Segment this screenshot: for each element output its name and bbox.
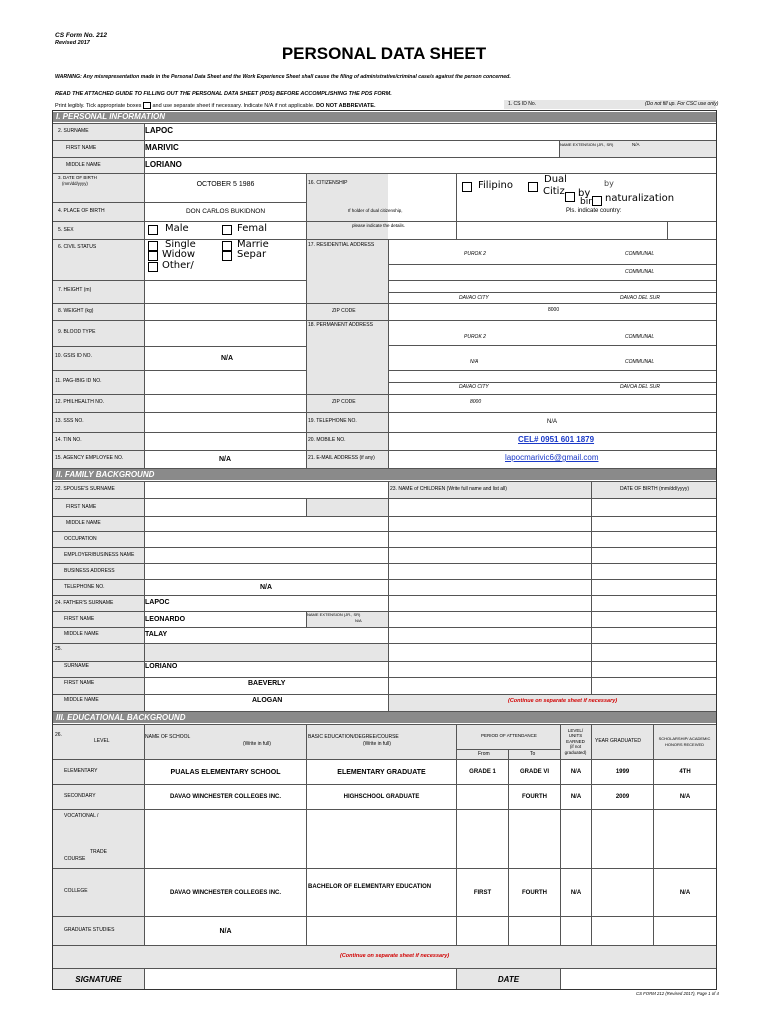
father-first-value[interactable]: LEONARDO [145,616,186,623]
telephone-label-family: TELEPHONE NO. [64,584,105,590]
dual-option-label: Dual [544,174,567,185]
permanent-address-label: 18. PERMANENT ADDRESS [308,322,373,328]
name-extension-value[interactable]: N/A [632,142,640,147]
edu-honors-secondary[interactable]: N/A [679,794,691,800]
year-graduated-header: YEAR GRADUATED [595,738,642,744]
spouse-surname-label: 22. SPOUSE'S SURNAME [55,486,115,492]
perm-communal-1[interactable]: COMMUNAL [625,334,655,340]
edu-level-secondary: SECONDARY [64,793,96,799]
telephone-value[interactable]: N/A [547,419,558,425]
section-personal-info: I. PERSONAL INFORMATION [53,112,716,122]
print-legibly-text: Print legibly. Tick appropriate boxes and use separate sheet if necessary. Indicate N/A if not applicable. DO NOT ABBREVIATE. [55,102,376,109]
father-middle-label: MIDDLE NAME [64,631,99,637]
sample-checkbox-icon [143,102,151,109]
philhealth-label: 12. PHILHEALTH NO. [55,399,105,405]
email-label: 21. E-MAIL ADDRESS (if any) [308,455,375,461]
read-guide-text: READ THE ATTACHED GUIDE TO FILLING OUT THE PERSONAL DATA SHEET (PDS) BEFORE ACCOMPLISHING THE PDS FORM. [55,91,392,97]
edu-level-vocational-course: COURSE [64,856,86,862]
page-footer: CS FORM 212 (Revised 2017), Page 1 of 4 [636,991,719,996]
dual-citizenship-checkbox[interactable] [528,182,538,192]
civil-status-options [145,240,306,273]
civil-married-label: Marrie [237,240,269,250]
signature-field[interactable] [145,969,456,989]
residential-address-label: 17. RESIDENTIAL ADDRESS [308,242,375,248]
mobile-value[interactable]: CEL# 0951 601 1879 [518,435,595,444]
edu-school-college[interactable]: DAVAO WINCHESTER COLLEGES INC. [169,889,282,896]
mother-header-shade [53,643,388,661]
by-label-2: by [604,179,614,188]
edu-to-secondary[interactable]: FOURTH [522,794,547,800]
employer-label: EMPLOYER/BUSINESS NAME [64,552,135,558]
edu-school-header: NAME OF SCHOOL [145,734,191,740]
occupation-label: OCCUPATION [64,536,97,542]
height-label: 7. HEIGHT (m) [58,287,92,293]
sex-male-checkbox[interactable] [148,225,158,235]
naturalization-label: naturalization [605,193,675,204]
dob-format: (mm/dd/yyyy) [62,181,88,186]
surname-label: 2. SURNAME [58,128,89,134]
by-birth-label: by [578,188,591,199]
sex-label: 5. SEX [58,227,74,233]
edu-course-elementary[interactable]: ELEMENTARY GRADUATE [337,768,426,776]
edu-to-elementary[interactable]: GRADE VI [519,769,549,775]
email-value[interactable]: lapocmarivic6@gmail.com [505,453,599,462]
form-number: CS Form No. 212 [55,32,108,39]
edu-year-secondary[interactable]: 2009 [615,794,630,800]
perm-na[interactable]: N/A [470,359,479,365]
honors-header: SCHOLARSHIP/ ACADEMIC HONORS RECEIVED [658,736,711,747]
sex-female-label: Femal [237,223,268,234]
father-surname-value[interactable]: LAPOC [145,599,170,606]
spouse-telephone-value[interactable]: N/A [260,584,273,591]
mother-middle-value[interactable]: ALOGAN [252,697,283,704]
edu-level-vocational-trade: TRADE [90,849,107,855]
date-field[interactable] [561,969,716,989]
edu-honors-elementary[interactable]: 4TH [679,769,691,775]
units-header: LEVEL/ UNITS EARNED (if not graduated) [564,727,587,755]
edu-school-elementary[interactable]: PUALAS ELEMENTARY SCHOOL [170,768,281,776]
mother-middle-label: MIDDLE NAME [64,697,99,703]
edu-level-graduate: GRADUATE STUDIES [64,927,115,933]
pob-label: 4. PLACE OF BIRTH [58,208,105,214]
civil-other-checkbox[interactable] [148,262,158,272]
mother-surname-label: SURNAME [64,663,90,669]
citizenship-option-label: Citiz [543,186,565,197]
period-to-header: To [530,751,536,757]
edu-course-header: BASIC EDUCATION/DEGREE/COURSE [308,734,399,740]
filipino-option-label: Filipino [478,180,513,191]
gsis-label: 10. GSIS ID NO. [55,353,92,359]
first-name-label: FIRST NAME [66,145,97,151]
dual-note-2: please indicate the details. [352,223,406,228]
father-first-label: FIRST NAME [64,616,95,622]
edu-units-college[interactable]: N/A [570,889,582,896]
tin-label: 14. TIN NO. [55,437,82,443]
perm-zip-label: ZIP CODE [332,399,356,405]
civil-single-label: Single [165,240,196,250]
edu-level-elementary: ELEMENTARY [64,768,98,774]
mother-surname-value[interactable]: LORIANO [145,663,178,670]
citizenship-label: 16. CITIZENSHIP [308,180,348,186]
spouse-first-label: FIRST NAME [66,504,97,510]
edu-year-elementary[interactable]: 1999 [615,769,630,775]
form-revision: Revised 2017 [55,40,90,46]
middle-name-value[interactable]: LORIANO [145,160,182,169]
cs-id-note: (Do not fill up. For CSC use only) [645,101,719,107]
civil-separated-label: Separ [237,249,267,260]
edu-school-header-note: (Write in full) [243,741,271,747]
res-purok[interactable]: PUROK 2 [464,251,486,257]
edu-to-college[interactable]: FOURTH [522,889,547,896]
edu-course-header-note: (Write in full) [363,741,391,747]
sex-female-checkbox[interactable] [222,225,232,235]
weight-label: 8. WEIGHT (kg) [58,308,94,314]
father-surname-label: 24. FATHER'S SURNAME [55,600,114,606]
civil-separated-checkbox[interactable] [222,251,232,261]
civil-widowed-label: Widow [162,249,196,260]
res-communal-1[interactable]: COMMUNAL [625,251,655,257]
section-family-background: II. FAMILY BACKGROUND [53,469,716,480]
edu-course-college[interactable]: BACHELOR OF ELEMENTARY EDUCATION [308,884,432,890]
res-communal-2[interactable]: COMMUNAL [625,269,655,275]
telephone-label: 19. TELEPHONE NO. [308,418,357,424]
civil-other-label: Other/ [162,260,194,271]
edu-level-college: COLLEGE [64,888,88,894]
res-zip-label: ZIP CODE [332,308,356,314]
sss-label: 13. SSS NO. [55,418,84,424]
edu-course-secondary[interactable]: HIGHSCHOOL GRADUATE [343,794,420,800]
surname-value[interactable]: LAPOC [145,126,173,135]
family-continue-note: (Continue on separate sheet if necessary) [508,698,618,704]
business-address-label: BUSINESS ADDRESS [64,568,115,574]
edu-level-vocational: VOCATIONAL / [64,813,99,819]
father-ext-value[interactable]: N/A [355,618,362,623]
edu-level-header: LEVEL [94,738,110,744]
by-birth-checkbox[interactable] [565,192,575,202]
perm-communal-2[interactable]: COMMUNAL [625,359,655,365]
section-educational-background: III. EDUCATIONAL BACKGROUND [53,712,716,723]
date-label: DATE [497,974,520,984]
father-middle-value[interactable]: TALAY [145,631,168,638]
edu-units-secondary[interactable]: N/A [570,794,582,800]
name-extension-label: NAME EXTENSION (JR., SR) [560,142,614,147]
civil-widowed-checkbox[interactable] [148,251,158,261]
edu-units-elementary[interactable]: N/A [570,769,582,775]
period-from-header: From [478,751,490,757]
mobile-label: 20. MOBILE NO. [308,437,346,443]
spouse-ext-shade [306,498,388,516]
page-title: PERSONAL DATA SHEET [281,44,487,63]
agency-employee-value[interactable]: N/A [219,456,232,463]
cs-id-label: 1. CS ID No. [508,101,537,107]
by-naturalization-checkbox[interactable] [592,196,602,206]
pob-value[interactable]: DON CARLOS BUKIDNON [185,208,266,215]
perm-purok[interactable]: PUROK 2 [464,334,486,340]
perm-zip-value[interactable]: 8000 [470,399,482,405]
edu-from-secondary[interactable] [457,785,508,809]
pagibig-label: 11. PAG-IBIG ID NO. [55,378,102,384]
res-province[interactable]: DAVAO DEL SUR [620,295,660,301]
children-dob-header: DATE OF BIRTH (mm/dd/yyyy) [620,486,689,492]
perm-province[interactable]: DAVOA DEL SUR [620,384,661,390]
gsis-value[interactable]: N/A [221,355,234,362]
children-header: 23. NAME of CHILDREN (Write full name and list all) [390,486,507,492]
res-zip-value[interactable]: 8000 [548,307,560,313]
warning-text: WARNING: Any misrepresentation made in the Personal Data Sheet and the Work Experience Sheet shall cause the filing of administrative/criminal case/s against the person concerned. [55,74,511,80]
civil-status-label: 6. CIVIL STATUS [58,244,97,250]
father-ext-label: NAME EXTENSION (JR., SR) [307,612,361,617]
sex-male-label: Male [165,223,189,234]
edu-from-elementary[interactable]: GRADE 1 [469,769,496,775]
first-name-value[interactable]: MARIVIC [145,143,179,152]
country-note: Pls. indicate country: [566,208,622,214]
agency-employee-label: 15. AGENCY EMPLOYEE NO. [55,455,124,461]
edu-continue-note: (Continue on separate sheet if necessary) [340,953,450,959]
dob-label: 3. DATE OF BIRTH [58,175,97,180]
perm-city[interactable]: DAVAO CITY [459,384,489,390]
filipino-checkbox[interactable] [462,182,472,192]
mother-number: 25. [55,646,62,652]
mother-first-label: FIRST NAME [64,680,95,686]
dual-note-1: If holder of dual citizenship, [348,208,403,213]
spouse-middle-label: MIDDLE NAME [66,520,101,526]
period-header: PERIOD OF ATTENDANCE [481,733,537,738]
edu-from-college[interactable]: FIRST [473,889,492,896]
edu-honors-college[interactable]: N/A [679,889,691,896]
birth-label: bir [580,197,592,207]
edu-number: 26. [55,732,62,738]
edu-school-secondary[interactable]: DAVAO WINCHESTER COLLEGES INC. [169,794,282,800]
middle-name-label: MIDDLE NAME [66,162,101,168]
civil-single-checkbox[interactable] [148,241,158,251]
dob-value[interactable]: OCTOBER 5 1986 [196,180,255,188]
mother-first-value[interactable]: BAEVERLY [248,680,286,687]
signature-label: SIGNATURE [75,974,122,984]
res-city[interactable]: DAVAO CITY [459,295,489,301]
civil-married-checkbox[interactable] [222,241,232,251]
blood-type-label: 9. BLOOD TYPE [58,329,96,335]
edu-school-graduate[interactable]: N/A [219,927,232,935]
